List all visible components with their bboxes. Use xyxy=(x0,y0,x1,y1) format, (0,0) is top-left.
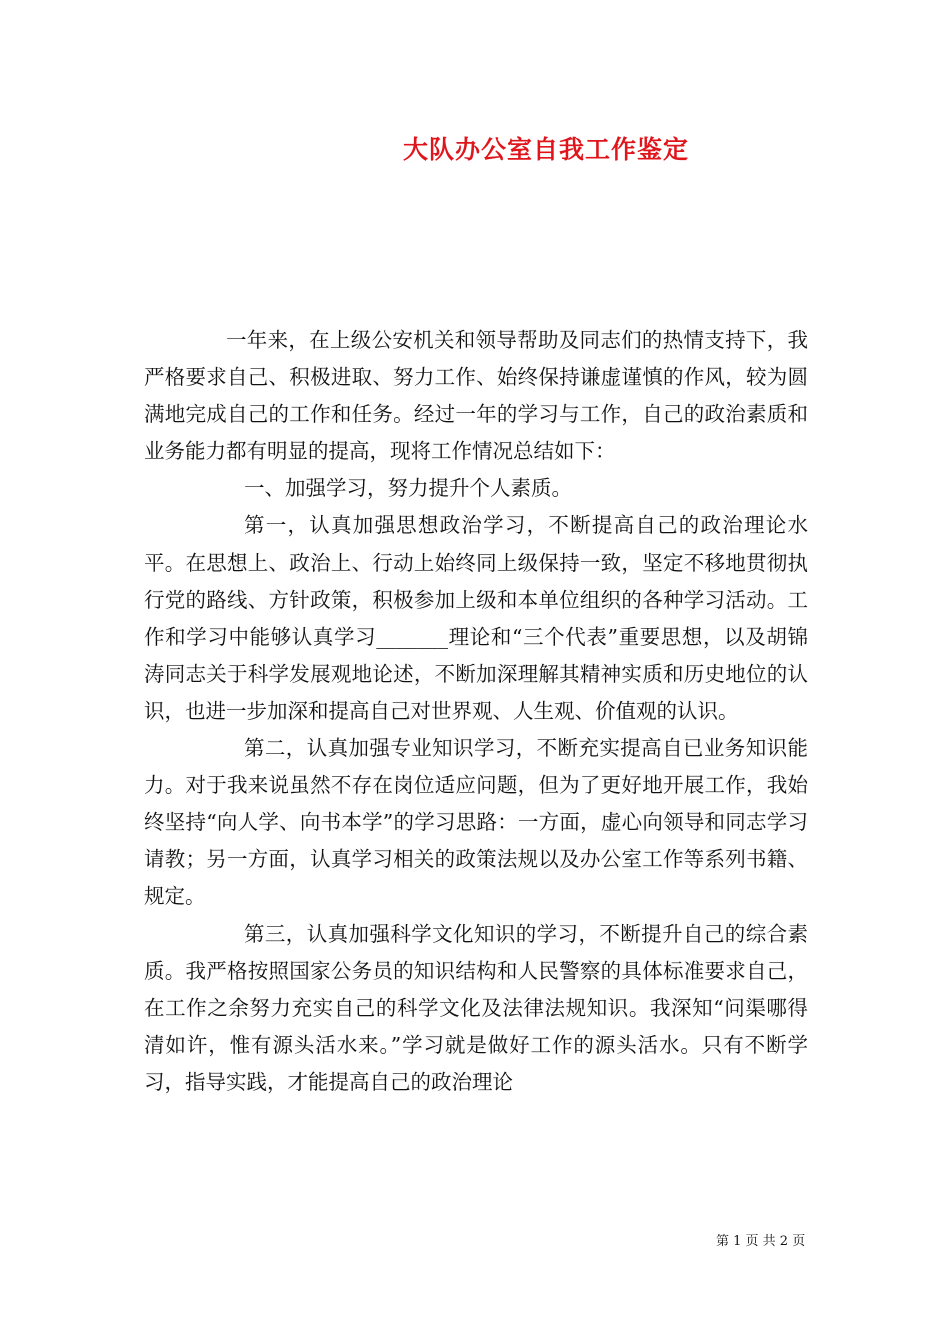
paragraph-second: 第二，认真加强专业知识学习，不断充实提高自已业务知识能力。对于我来说虽然不存在岗位适应问题，但为了更好地开展工作，我始终坚持“向人学、向书本学”的学习思路：一方面，虚心向领导和同志学习请教；另一方面，认真学习相关的政策法规以及办公室工作等系列书籍、规定。 xyxy=(144,736,808,909)
paragraph-first: 第一，认真加强思想政治学习，不断提高自己的政治理论水平。在思想上、政治上、行动上始终同上级保持一致，坚定不移地贯彻执行党的路线、方针政策，积极参加上级和本单位组织的各种学习活动。工作和学习中能够认真学习_______理论和“三个代表”重要思想，以及胡锦涛同志关于科学发展观地论述，不断加深理解其精神实质和历史地位的认识，也进一步加深和提高自己对世界观、人生观、价值观的认识。 xyxy=(144,513,808,723)
document-title: 大队办公室自我工作鉴定 xyxy=(402,135,689,164)
document-body xyxy=(144,322,808,1101)
paragraph-third: 第三，认真加强科学文化知识的学习，不断提升自己的综合素质。我严格按照国家公务员的知识结构和人民警察的具体标准要求自己，在工作之余努力充实自己的科学文化及法律法规知识。我深知“问渠哪得清如许，惟有源头活水来。”学习就是做好工作的源头活水。只有不断学习，指导实践，才能提高自己的政治理论 xyxy=(144,921,808,1094)
paragraph-intro: 一年来，在上级公安机关和领导帮助及同志们的热情支持下，我严格要求自己、积极进取、努力工作、始终保持谦虚谨慎的作风，较为圆满地完成自己的工作和任务。经过一年的学习与工作，自己的政治素质和业务能力都有明显的提高，现将工作情况总结如下： xyxy=(144,328,808,464)
section-heading-1: 一、加强学习，努力提升个人素质。 xyxy=(244,476,572,501)
page-number-footer: 第 1 页 共 2 页 xyxy=(716,1234,806,1249)
